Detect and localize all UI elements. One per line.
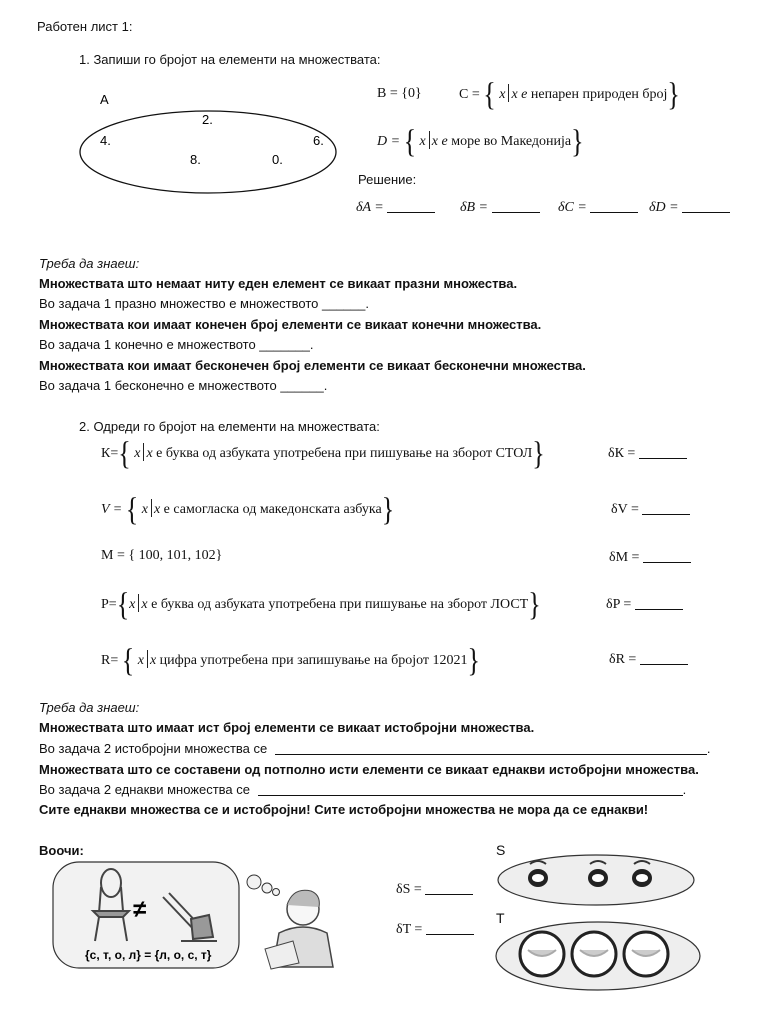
set-c-definition: C = { x x е непарен природен број}	[459, 76, 680, 113]
set-t-label: T	[496, 910, 505, 926]
set-equation: {с, т, о, л} = {л, о, с, т}	[85, 948, 212, 962]
equinumerous-answer-blank[interactable]	[275, 742, 707, 755]
set-a-diagram	[78, 86, 340, 196]
set-s-diagram	[496, 852, 700, 908]
know1-line: Множествата што немаат ниту еден елемент се викаат празни множества.	[39, 276, 518, 291]
answer-v: δV =	[611, 502, 690, 518]
set-a-element: 2.	[202, 112, 213, 127]
know1-line: Во задача 1 конечно е множеството _______.	[39, 337, 314, 352]
answer-s-blank[interactable]	[425, 882, 473, 895]
know2-line: Множествата што имаат ист број елементи се викаат истобројни множества.	[39, 720, 535, 735]
know2-line: Сите еднакви множества се и истобројни! Сите истобројни множества не мора да се еднакви!	[39, 802, 649, 817]
set-t-diagram	[494, 918, 704, 994]
know1-line: Множествата кои имаат бесконечен број елементи се викаат бесконечни множества.	[39, 358, 586, 373]
answer-m-blank[interactable]	[643, 550, 691, 563]
answer-r: δR =	[609, 652, 688, 668]
plate-icon	[624, 932, 668, 976]
set-k-definition: К={ x x е буква од азбуката употребена при пишување на зборот СТОЛ}	[101, 435, 545, 472]
set-r-definition: R= { x x цифра употребена при запишување на бројот 12021}	[101, 642, 481, 679]
task2-heading: 2. Одреди го бројот на елементи на множествата:	[79, 419, 380, 434]
set-b-definition: B = {0}	[377, 86, 422, 101]
set-s-label: S	[496, 842, 506, 858]
bubble-dot	[273, 889, 280, 896]
plate-icon	[520, 932, 564, 976]
answer-d-blank[interactable]	[682, 200, 730, 213]
answer-t-blank[interactable]	[426, 922, 474, 935]
set-m-definition: M = { 100, 101, 102}	[101, 548, 223, 563]
answer-k-blank[interactable]	[639, 446, 687, 459]
know2-line: Во задача 2 истобројни множества се .	[39, 741, 711, 756]
answer-k: δК =	[608, 446, 687, 462]
set-a-element: 0.	[272, 152, 283, 167]
know1-line: Множествата кои имаат конечен број елементи се викаат конечни множества.	[39, 317, 542, 332]
answer-c: δC =	[558, 200, 638, 216]
answer-s: δS =	[396, 882, 473, 898]
know1-heading: Треба да знаеш:	[39, 256, 140, 271]
answer-a-blank[interactable]	[387, 200, 435, 213]
set-a-element: 8.	[190, 152, 201, 167]
solution-label: Решение:	[358, 172, 417, 187]
know2-line: Во задача 2 еднакви множества се .	[39, 782, 687, 797]
know1-line: Во задача 1 празно множество е множеството ______.	[39, 296, 369, 311]
answer-c-blank[interactable]	[590, 200, 638, 213]
set-a-element: 4.	[100, 133, 111, 148]
set-v-definition: V = { x x е самогласка од македонската азбука}	[101, 491, 395, 528]
know2-line: Множествата што се составени од потполно исти елементи се викаат еднакви истобројни множества.	[39, 762, 699, 777]
answer-p-blank[interactable]	[635, 597, 683, 610]
not-equal-sign: ≠	[133, 896, 147, 923]
set-a-element: 6.	[313, 133, 324, 148]
set-a-label: A	[100, 92, 109, 107]
bubble-dot	[262, 883, 272, 893]
answer-b-blank[interactable]	[492, 200, 540, 213]
chair-illustration	[41, 845, 339, 981]
bubble-dot	[247, 875, 261, 889]
page-title: Работен лист 1:	[37, 19, 133, 34]
answer-t: δT =	[396, 922, 474, 938]
task1-heading: 1. Запиши го бројот на елементи на множествата:	[79, 52, 381, 67]
notice-label: Воочи:	[39, 843, 84, 858]
answer-m: δM =	[609, 550, 691, 566]
know1-line: Во задача 1 бесконечно е множеството ______.	[39, 378, 328, 393]
answer-d: δD =	[649, 200, 730, 216]
equal-sets-answer-blank[interactable]	[258, 783, 683, 796]
set-p-definition: P={x x е буква од азбуката употребена при пишување на зборот ЛОСТ}	[101, 586, 541, 623]
answer-a: δA =	[356, 200, 435, 216]
plate-icon	[572, 932, 616, 976]
set-d-definition: D = { x x е море во Македонија}	[377, 123, 584, 160]
answer-v-blank[interactable]	[642, 502, 690, 515]
answer-r-blank[interactable]	[640, 652, 688, 665]
know2-heading: Треба да знаеш:	[39, 700, 140, 715]
answer-p: δP =	[606, 597, 683, 613]
thinking-boy-icon	[265, 890, 333, 969]
answer-b: δB =	[460, 200, 540, 216]
